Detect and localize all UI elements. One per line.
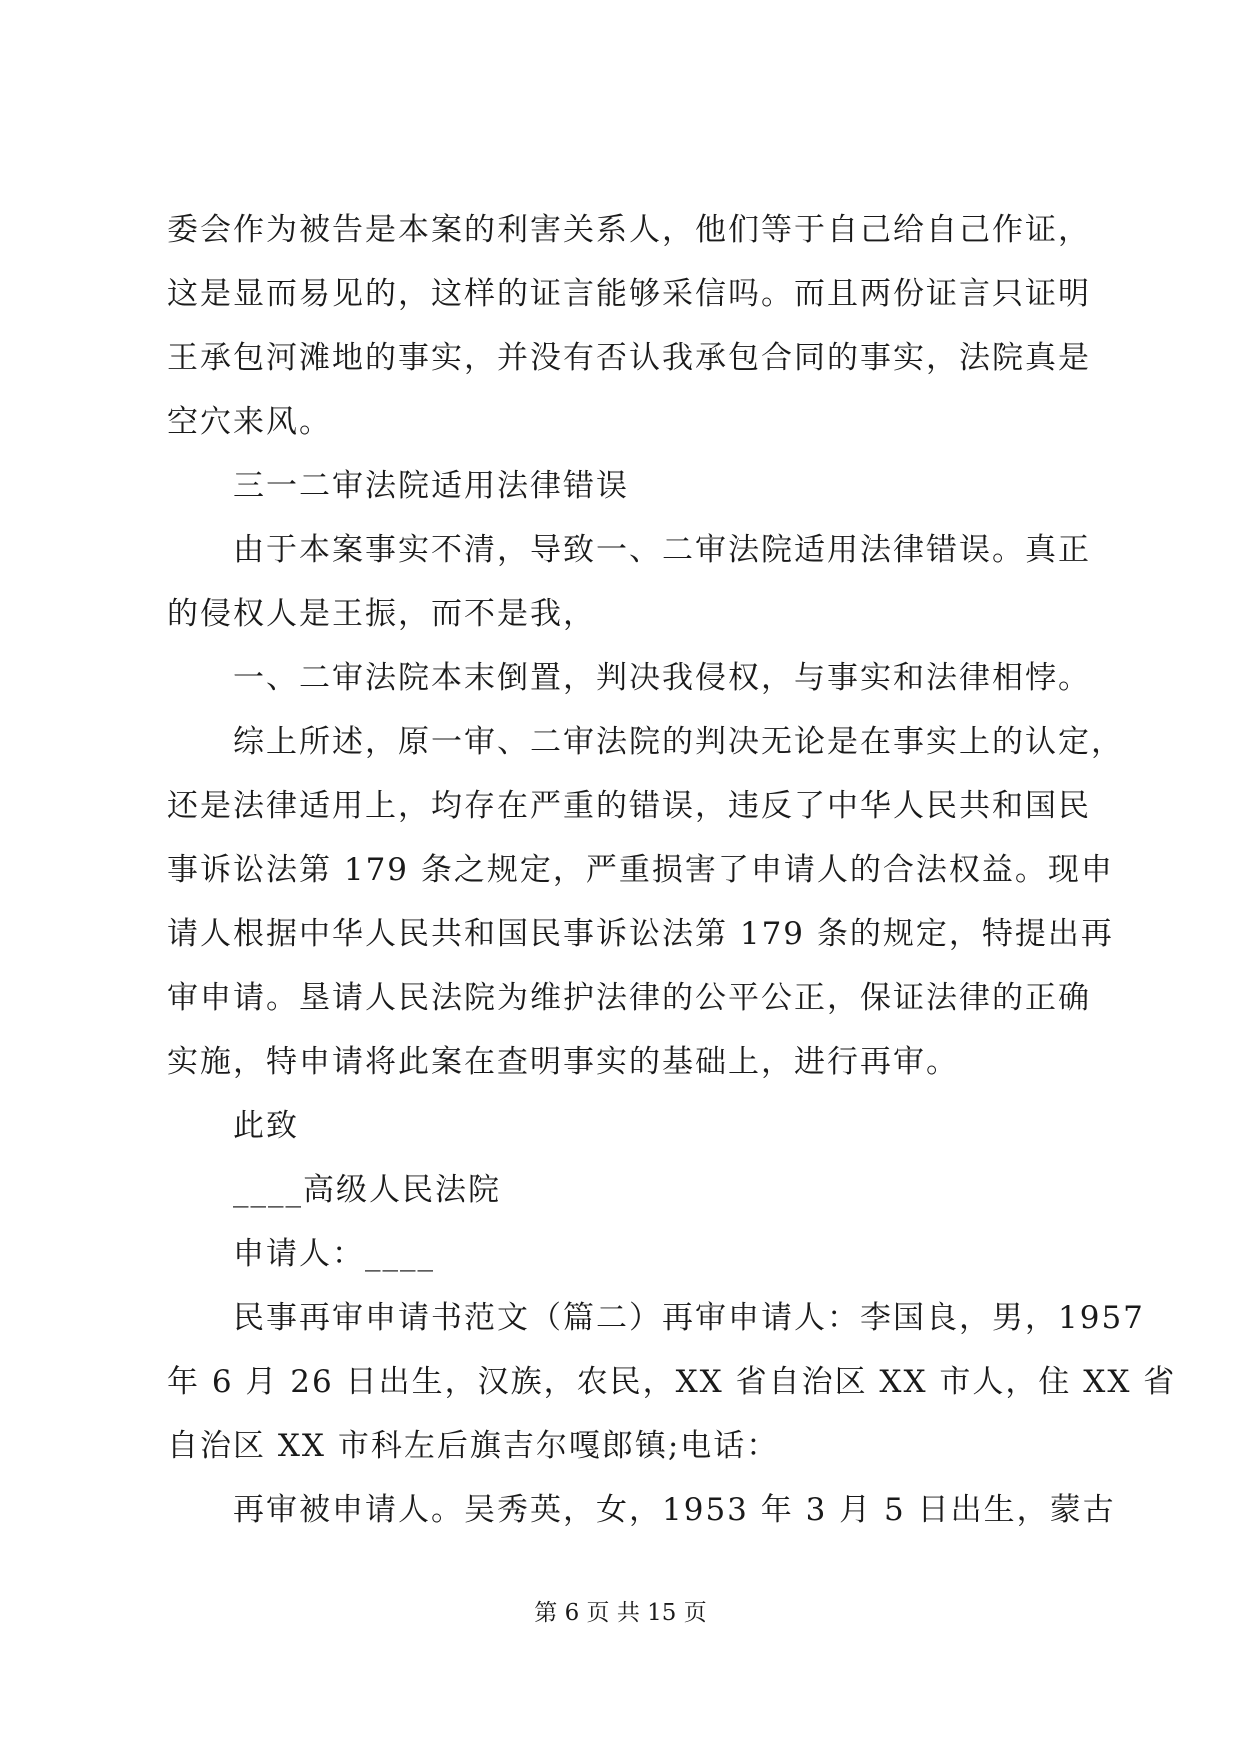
page-number-footer: 第 6 页 共 15 页 <box>534 1600 707 1626</box>
body-line: 请人根据中华人民共和国民事诉讼法第 179 条的规定，特提出再 <box>167 916 1114 952</box>
salutation: 此致 <box>233 1108 299 1144</box>
body-line: 再审被申请人。吴秀英，女，1953 年 3 月 5 日出生，蒙古 <box>233 1492 1116 1528</box>
body-line: 事诉讼法第 179 条之规定，严重损害了申请人的合法权益。现申 <box>167 852 1114 888</box>
body-line: 这是显而易见的，这样的证言能够采信吗。而且两份证言只证明 <box>167 276 1091 312</box>
body-line: 审申请。垦请人民法院为维护法律的公平公正，保证法律的正确 <box>167 980 1091 1016</box>
body-line: 由于本案事实不清，导致一、二审法院适用法律错误。真正 <box>233 532 1091 568</box>
document-body <box>167 198 1177 1542</box>
body-line: 年 6 月 26 日出生，汉族，农民，XX 省自治区 XX 市人，住 XX 省 <box>167 1364 1177 1400</box>
body-line: 民事再审申请书范文（篇二）再审申请人：李国良，男，1957 <box>233 1300 1145 1336</box>
body-line: 实施，特申请将此案在查明事实的基础上，进行再审。 <box>167 1044 959 1080</box>
body-line: 空穴来风。 <box>167 404 332 440</box>
body-line: 王承包河滩地的事实，并没有否认我承包合同的事实，法院真是 <box>167 340 1091 376</box>
applicant-signature: 申请人：____ <box>233 1236 435 1272</box>
body-line: 自治区 XX 市科左后旗吉尔嘎郎镇;电话： <box>167 1428 780 1464</box>
body-line: 综上所述，原一审、二审法院的判决无论是在事实上的认定， <box>233 724 1124 760</box>
body-line: 委会作为被告是本案的利害关系人，他们等于自己给自己作证， <box>167 212 1091 248</box>
addressee-court: ____高级人民法院 <box>233 1172 501 1208</box>
body-line: 还是法律适用上，均存在严重的错误，违反了中华人民共和国民 <box>167 788 1091 824</box>
section-heading: 三一二审法院适用法律错误 <box>233 468 629 504</box>
body-line: 一、二审法院本末倒置，判决我侵权，与事实和法律相悖。 <box>233 660 1091 696</box>
body-line: 的侵权人是王振，而不是我， <box>167 596 596 632</box>
